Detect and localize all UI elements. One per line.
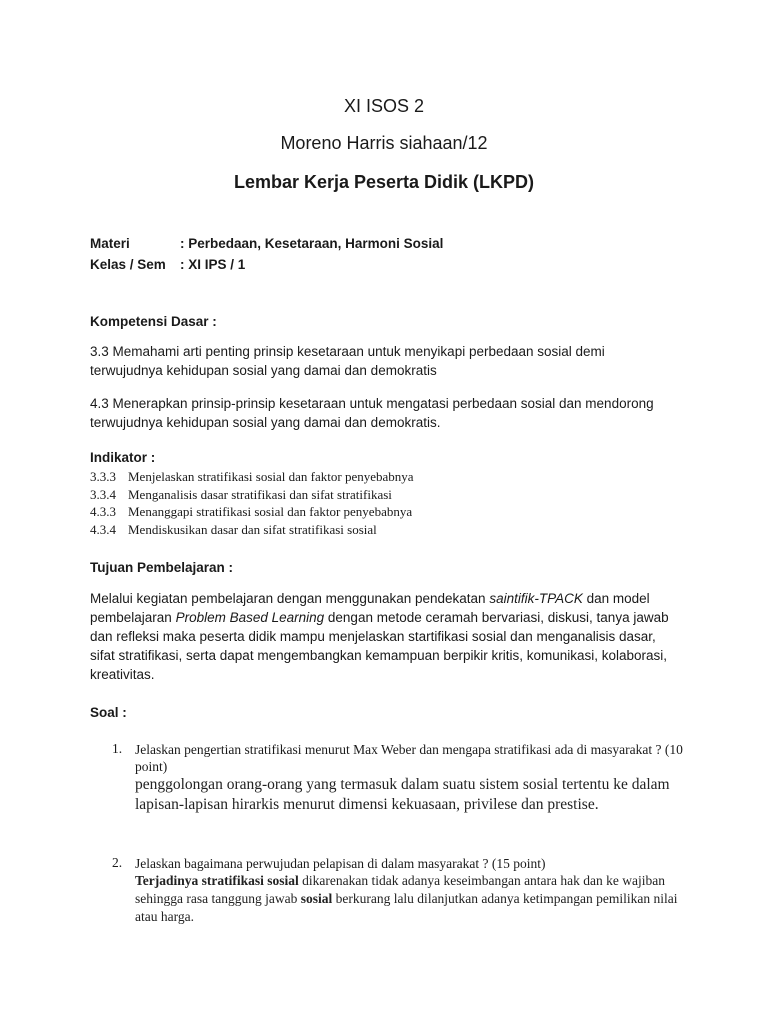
kompetensi-heading: Kompetensi Dasar : [90, 314, 217, 329]
soal-heading: Soal : [90, 705, 127, 720]
class-heading: XI ISOS 2 [343, 96, 425, 116]
question-text: Jelaskan bagaimana perwujudan pelapisan di dalam masyarakat ? (15 point) [135, 856, 546, 871]
question-2 [112, 855, 692, 926]
kelas-label: Kelas / Sem [90, 257, 166, 272]
indikator-heading: Indikator : [90, 450, 156, 465]
kompetensi-dasar-2: 4.3 Menerapkan prinsip-prinsip kesetaraan untuk mengatasi perbedaan sosial dan mendorong terwujudnya kehidupan sosial yang damai dan demokratis. [90, 396, 654, 430]
materi-label: Materi [90, 236, 130, 251]
list-item: 3.3.4 Menganalisis dasar stratifikasi dan sifat stratifikasi [90, 486, 392, 502]
indikator-list [90, 468, 414, 538]
document-title: Lembar Kerja Peserta Didik (LKPD) [233, 172, 535, 192]
list-item: 4.3.4 Mendiskusikan dasar dan sifat stratifikasi sosial [90, 521, 377, 537]
kompetensi-dasar-1: 3.3 Memahami arti penting prinsip kesetaraan untuk menyikapi perbedaan sosial demi terwujudnya kehidupan sosial yang damai dan demokratis [90, 344, 605, 378]
question-number: 1. [112, 741, 123, 756]
materi-row [90, 236, 443, 251]
kelas-value: : XI IPS / 1 [180, 257, 246, 272]
list-item: 4.3.3 Menanggapi stratifikasi sosial dan faktor penyebabnya [90, 504, 413, 519]
tujuan-heading: Tujuan Pembelajaran : [90, 560, 234, 575]
list-item: 3.3.3 Menjelaskan stratifikasi sosial dan faktor penyebabnya [90, 469, 414, 484]
answer-text: penggolongan orang-orang yang termasuk dalam suatu sistem sosial tertentu ke dalam lapisan-lapisan hirarkis menurut dimensi kekuasaan, privilese dan prestise. [135, 776, 670, 813]
materi-value: : Perbedaan, Kesetaraan, Harmoni Sosial [180, 236, 444, 251]
student-name: Moreno Harris siahaan/12 [280, 133, 488, 153]
question-1 [112, 741, 692, 815]
answer-text: Terjadinya stratifikasi sosial dikarenakan tidak adanya keseimbangan antara hak dan ke wajiban sehingga rasa tanggung jawab sosial berkurang lalu dilanjutkan adanya ketimpangan pemilikan nilai atau harga. [135, 873, 678, 924]
kelas-row [90, 257, 245, 272]
tujuan-paragraph: Melalui kegiatan pembelajaran dengan menggunakan pendekatan saintifik-TPACK dan model pembelajaran Problem Based Learning dengan metode ceramah bervariasi, diskusi, tanya jawab dan refleksi maka peserta didik mampu menjelaskan startifikasi sosial dan menganalisis dasar, sifat stratifikasi, serta dapat mengembangkan kemampuan berpikir kritis, komunikasi, kolaborasi, kreativitas. [90, 591, 669, 682]
question-number: 2. [112, 855, 123, 870]
question-text: Jelaskan pengertian stratifikasi menurut Max Weber dan mengapa stratifikasi ada di masyarakat ? (10 point) [135, 742, 683, 774]
